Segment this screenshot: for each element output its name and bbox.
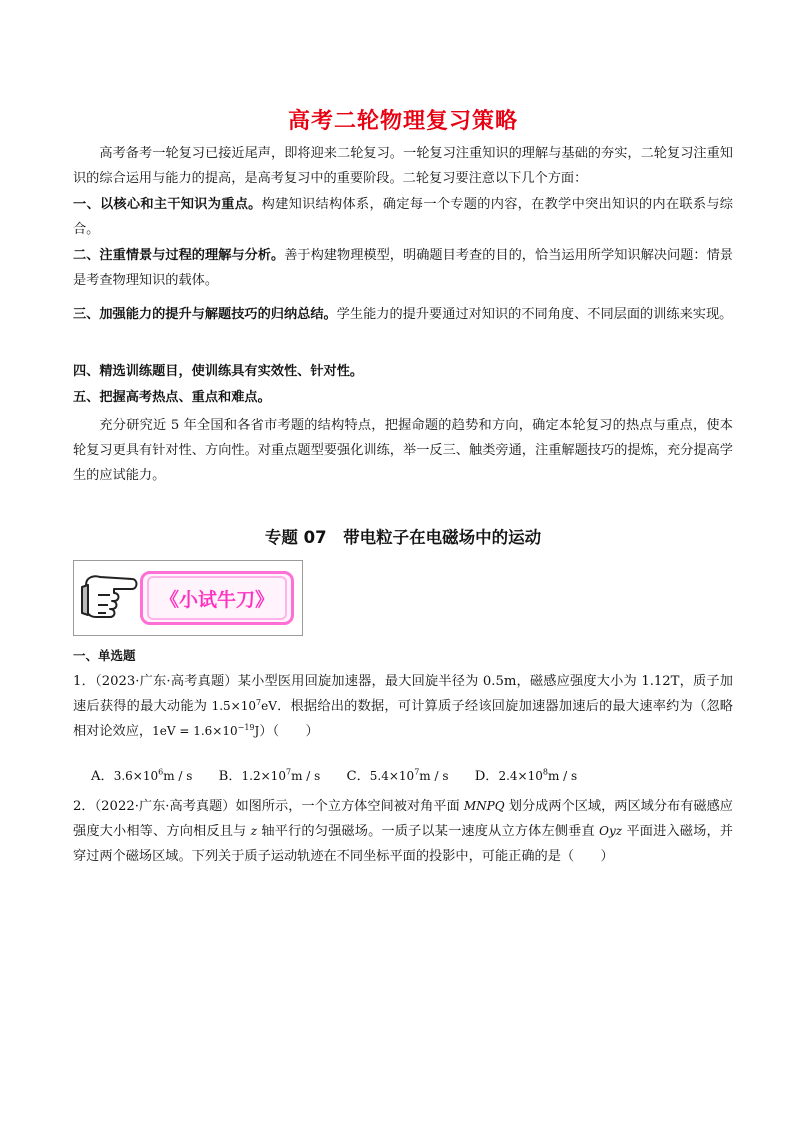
q2-axis: z: [250, 824, 258, 838]
point-2-text: 善于构建物理模型，明确题目考查的目的，恰当运用所学知识解决问题：情景是考查物理知识的载体。: [73, 248, 733, 288]
q1-energy-base: 1.5×10: [211, 699, 256, 713]
section-title: 一、单选题: [73, 648, 136, 663]
q1-energy-unit: eV: [261, 699, 277, 713]
point-1-heading: 一、以核心和主干知识为重点。: [73, 197, 262, 212]
intro-paragraph: 高考备考一轮复习已接近尾声，即将迎来二轮复习。一轮复习注重知识的理解与基础的夯实，二轮复习注重知识的综合运用与能力的提高，是高考复习中的重要阶段。二轮复习要注意以下几个方面：: [73, 146, 733, 186]
option-exp: 6: [158, 767, 164, 777]
question-1: [73, 669, 733, 744]
q1-ev-unit: J: [254, 724, 260, 738]
q2-text-1: 2．（2022·广东·高考真题）如图所示，一个立方体空间被对角平面: [73, 799, 464, 814]
point-5: [73, 385, 733, 410]
q2-oyz: Oyz: [599, 824, 623, 838]
option-unit: m / s: [291, 769, 321, 783]
option-unit: m / s: [419, 769, 449, 783]
option-base: 1.2×10: [241, 769, 286, 783]
section-banner: [73, 560, 303, 636]
topic-title: 专题 07 带电粒子在电磁场中的运动: [264, 528, 542, 547]
point-4-heading: 四、精选训练题目，使训练具有实效性、针对性。: [73, 364, 364, 379]
point-5-heading: 五、把握高考热点、重点和难点。: [73, 390, 271, 405]
q2-text-4: 平面进入磁场，并穿过两个磁场区域。下列关于质子运动轨迹在不同坐标平面的投影中，可能正确的是（ ）: [73, 824, 733, 864]
banner-badge: [140, 571, 294, 625]
option-unit: m / s: [547, 769, 578, 783]
q1-text-2: ．根据给出的数据，可计算质子经该回旋加速器加速后的最大速率约为（忽略相对论效应，: [73, 699, 733, 739]
banner-label: 《小试牛刀》: [147, 576, 287, 620]
option-base: 2.4×10: [498, 769, 543, 783]
q2-text-2: 划分成两个区域，两区域分布有磁感应强度大小相等、方向相反且与: [73, 799, 733, 839]
q1-text-3: ）（ ）: [259, 724, 319, 739]
pointing-hand-icon: [80, 567, 140, 629]
option-label: B．: [218, 769, 242, 784]
q1-energy-exp: 7: [256, 698, 262, 707]
q1-ev-exp: −19: [237, 723, 255, 732]
q1-option-b[interactable]: [219, 764, 321, 789]
q1-ev-eq: 1eV = 1.6×10: [152, 724, 238, 738]
point-3-text: 学生能力的提升要通过对知识的不同角度、不同层面的训练来实现。: [336, 307, 733, 322]
option-exp: 8: [542, 767, 548, 777]
point-3: [73, 302, 733, 327]
option-label: D．: [474, 769, 499, 784]
point-1: [73, 192, 733, 242]
option-unit: m / s: [163, 769, 193, 783]
page-title: 高考二轮物理复习策略: [287, 109, 518, 134]
option-label: C．: [346, 769, 370, 784]
point-2-heading: 二、注重情景与过程的理解与分析。: [73, 248, 285, 263]
question-2: [73, 794, 733, 869]
q2-plane: MNPQ: [463, 799, 505, 813]
q2-text-3: 轴平行的匀强磁场。一质子以某一速度从立方体左侧垂直: [257, 824, 600, 839]
closing-paragraph: 充分研究近 5 年全国和各省市考题的结构特点，把握命题的趋势和方向，确定本轮复习的热点与重点，使本轮复习更具有针对性、方向性。对重点题型要强化训练，举一反三、触类旁通，注重解题技巧的提炼，充分提高学生的应试能力。: [73, 418, 733, 483]
q1-ev-conversion: [152, 724, 259, 738]
option-base: 3.6×10: [113, 769, 159, 783]
option-base: 5.4×10: [369, 769, 415, 783]
option-exp: 7: [285, 767, 292, 777]
option-exp: 7: [414, 767, 420, 777]
point-1-text: 构建知识结构体系，确定每一个专题的内容，在教学中突出知识的内在联系与综合。: [73, 197, 733, 237]
q1-energy: [212, 699, 277, 713]
q1-options: [91, 764, 731, 789]
q1-option-c[interactable]: [346, 764, 448, 789]
point-2: [73, 243, 733, 293]
option-label: A．: [91, 769, 114, 784]
q1-option-d[interactable]: [475, 764, 578, 789]
point-3-heading: 三、加强能力的提升与解题技巧的归纳总结。: [73, 307, 337, 322]
q1-option-a[interactable]: [91, 764, 192, 789]
point-4: [73, 359, 733, 384]
q1-text-1: 1．（2023·广东·高考真题）某小型医用回旋加速器，最大回旋半径为 0.5m，磁感应强度大小为 1.12T，质子加速后获得的最大动能为: [73, 674, 733, 714]
